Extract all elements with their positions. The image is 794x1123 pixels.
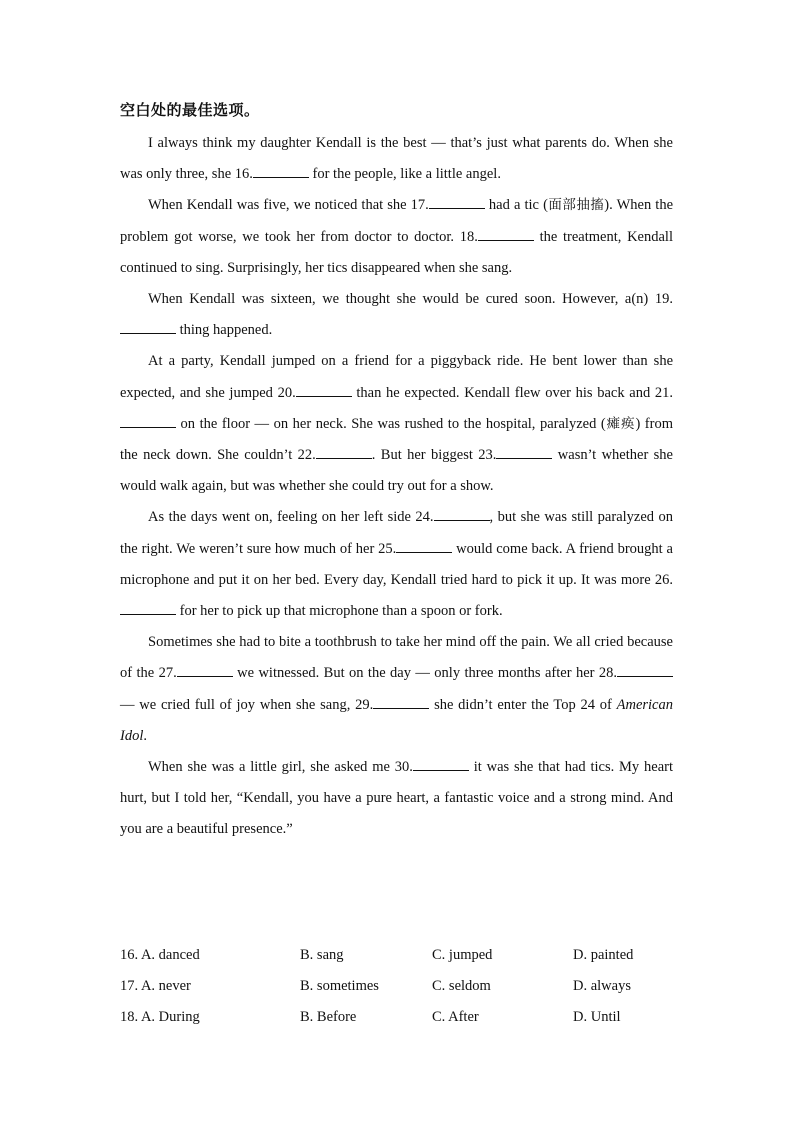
passage-text: had a tic (	[484, 197, 548, 214]
answer-blank	[429, 194, 485, 209]
passage-paragraph	[120, 128, 673, 190]
passage-text: , but she was still paralyzed on the right. We weren’t sure how much of her 25.	[120, 509, 674, 557]
passage-text: When Kendall was five, we noticed that she 17.	[148, 197, 429, 214]
option-b: B. sometimes	[300, 978, 379, 995]
passage-text: .	[143, 727, 147, 744]
answer-options	[120, 940, 680, 1034]
italic-title-text: American Idol	[120, 696, 673, 744]
answer-blank	[296, 382, 352, 397]
option-c: C. seldom	[432, 978, 491, 995]
answer-blank	[496, 444, 552, 459]
answer-blank	[120, 413, 176, 428]
passage-text: thing happened.	[176, 322, 273, 339]
option-row	[120, 1002, 680, 1033]
option-d: D. always	[573, 978, 631, 995]
option-a: 18. A. During	[120, 1009, 200, 1026]
answer-blank	[617, 662, 673, 677]
passage-text: the treatment, Kendall continued to sing. Surprisingly, her tics disappeared when she sang.	[120, 228, 673, 276]
passage-paragraph	[120, 284, 673, 346]
option-row	[120, 940, 680, 971]
passage-text: she didn’t enter the Top 24 of	[429, 696, 617, 713]
answer-blank	[413, 756, 469, 771]
option-d: D. Until	[573, 1009, 621, 1026]
passage-text: for the people, like a little angel.	[308, 166, 501, 183]
answer-blank	[177, 662, 233, 677]
passage-text: ). When the problem got worse, we took her from doctor to doctor. 18.	[120, 197, 674, 245]
passage-text: I always think my daughter Kendall is the best — that’s just what parents do. When she was only three, she 16.	[120, 135, 673, 183]
passage-text: As the days went on, feeling on her left side 24.	[148, 509, 434, 526]
option-a: 17. A. never	[120, 978, 191, 995]
passage-text: would come back. A friend brought a microphone and put it on her bed. Every day, Kendall tried hard to pick it up. It was more 26.	[120, 540, 673, 588]
passage-text: on the floor — on her neck. She was rushed to the hospital, paralyzed (	[176, 415, 606, 432]
passage-text: for her to pick up that microphone than a spoon or fork.	[176, 603, 503, 620]
answer-blank	[253, 163, 309, 178]
passage-text: At a party, Kendall jumped on a friend for a piggyback ride. He bent lower than she expected, and she jumped 20.	[120, 353, 673, 401]
passage-text: wasn’t whether she would walk again, but was whether she could try out for a show.	[120, 447, 673, 495]
answer-blank	[120, 600, 176, 615]
passage-text: When Kendall was sixteen, we thought she would be cured soon. However, a(n) 19.	[148, 291, 673, 308]
passage-text: — we cried full of joy when she sang, 29.	[120, 696, 374, 713]
cloze-passage	[120, 128, 673, 846]
option-b: B. sang	[300, 947, 344, 963]
passage-paragraph	[120, 627, 673, 752]
passage-text: it was she that had tics. My heart hurt, but I told her, “Kendall, you have a pure heart, a fantastic voice and a strong mind. And you are a beautiful presence.”	[120, 759, 673, 838]
option-c: C. After	[432, 1009, 479, 1026]
passage-text: we witnessed. But on the day — only three months after her 28.	[232, 665, 617, 682]
option-d: D. painted	[573, 947, 634, 963]
passage-text: ) from the neck down. She couldn’t 22.	[120, 415, 673, 464]
passage-text: than he expected. Kendall flew over his back and 21.	[351, 384, 673, 401]
option-row	[120, 971, 680, 1002]
answer-blank	[396, 538, 452, 553]
answer-blank	[316, 444, 372, 459]
option-b: B. Before	[300, 1009, 357, 1026]
answer-blank	[434, 506, 490, 521]
option-c: C. jumped	[432, 947, 493, 963]
passage-text: When she was a little girl, she asked me 30.	[148, 759, 413, 776]
section-heading: 空白处的最佳选项。	[120, 101, 260, 119]
answer-blank	[120, 319, 176, 334]
passage-paragraph	[120, 346, 673, 502]
answer-blank	[373, 694, 429, 709]
passage-paragraph	[120, 502, 673, 627]
passage-paragraph	[120, 752, 673, 846]
passage-text: . But her biggest 23.	[371, 447, 497, 464]
chinese-gloss: 面部抽搐	[547, 197, 605, 214]
answer-blank	[478, 226, 534, 241]
passage-text: Sometimes she had to bite a toothbrush to take her mind off the pain. We all cried because of the 27.	[120, 634, 673, 682]
option-a: 16. A. danced	[120, 947, 200, 963]
passage-paragraph	[120, 190, 673, 284]
chinese-gloss: 瘫痪	[605, 415, 636, 432]
